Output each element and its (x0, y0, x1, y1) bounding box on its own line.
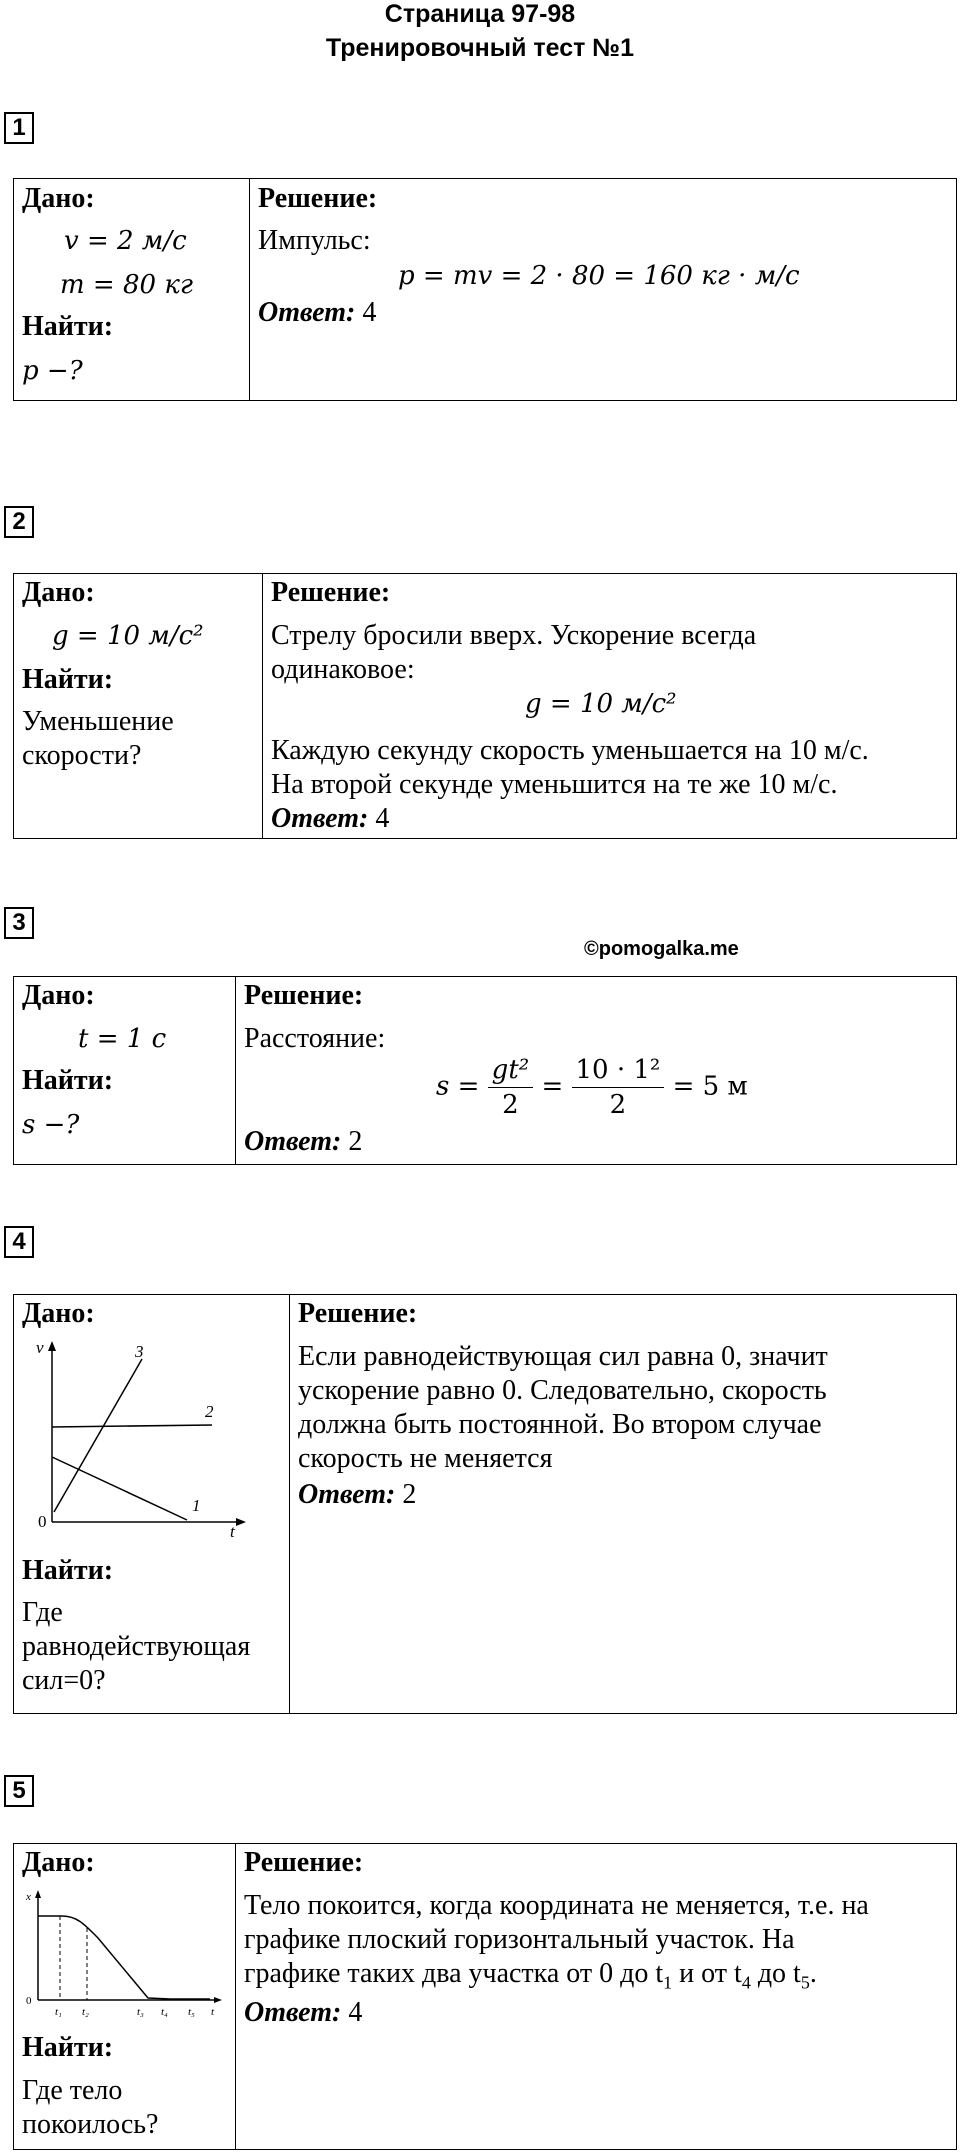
solution-line-3: Каждую секунду скорость уменьшается на 10 м/с. (271, 735, 869, 766)
line-3-label: 3 (135, 1342, 144, 1361)
task-1-given-column (14, 179, 250, 400)
solution-line-2: ускорение равно 0. Следовательно, скорость (298, 1375, 827, 1406)
find-label: Найти: (22, 311, 114, 342)
velocity-time-graph (22, 1337, 257, 1537)
answer-label: Ответ: (298, 1479, 396, 1510)
given-acceleration: g = 10 м/с² (52, 621, 204, 651)
v-axis-label: v (36, 1338, 44, 1357)
task-4-solution-column (290, 1295, 956, 1713)
t2-label: t₂ (82, 2006, 89, 2018)
answer-label: Ответ: (271, 803, 369, 834)
given-velocity: v = 2 м/с (64, 226, 187, 256)
t4-label: t₄ (161, 2006, 168, 2018)
find-label: Найти: (22, 2032, 114, 2063)
find-value: s −? (22, 1110, 80, 1140)
line-2-label: 2 (205, 1402, 214, 1421)
t-axis-label: t (211, 2006, 215, 2018)
line3-part-c: до t (750, 1958, 801, 1989)
given-label: Дано: (22, 980, 95, 1011)
line3-part-d: . (809, 1958, 817, 1989)
answer-line (258, 296, 376, 330)
answer-label: Ответ: (244, 1997, 342, 2028)
solution-text: Расстояние: (244, 1023, 386, 1054)
solution-line-2: одинаковое: (271, 654, 415, 685)
solution-line-4: На второй секунде уменьшится на те же 10 м/с. (271, 769, 838, 800)
t-axis-arrow (236, 1518, 246, 1526)
graph-line-1 (52, 1457, 187, 1520)
answer-value: 4 (375, 803, 390, 834)
solution-label: Решение: (271, 577, 391, 608)
solution-label: Решение: (244, 980, 364, 1011)
find-line-1: Где (22, 1597, 63, 1628)
task-5-given-column (14, 1844, 236, 2149)
formula-rhs: = 5 м (672, 1071, 748, 1102)
sub-1: 1 (663, 1972, 673, 1993)
find-line-1: Где тело (22, 2075, 123, 2106)
task-4-table (13, 1294, 957, 1714)
page-title: Страница 97-98 (384, 0, 576, 28)
answer-label: Ответ: (258, 297, 356, 328)
find-line-2: равнодействующая (22, 1631, 251, 1662)
task-number-3: 3 (4, 907, 34, 939)
sub-4: 4 (741, 1972, 751, 1993)
graph-line-2 (52, 1425, 212, 1427)
find-line-2: скорости? (22, 740, 142, 771)
find-value: p −? (22, 356, 83, 386)
given-label: Дано: (22, 1847, 95, 1878)
answer-line (244, 1996, 362, 2030)
task-5-table (13, 1843, 957, 2150)
origin-label: 0 (38, 1512, 47, 1531)
graph-line-3 (54, 1359, 142, 1512)
watermark: ©pomogalka.me (584, 938, 739, 960)
task-2-given-column (14, 574, 263, 838)
task-number-5: 5 (4, 1775, 34, 1807)
v-axis-arrow (48, 1341, 56, 1351)
solution-label: Решение: (258, 183, 378, 214)
task-1-table (13, 178, 957, 401)
given-label: Дано: (22, 577, 95, 608)
answer-value: 2 (402, 1479, 417, 1510)
find-line-3: сил=0? (22, 1665, 106, 1696)
origin-label: 0 (26, 1995, 32, 2007)
find-label: Найти: (22, 664, 114, 695)
solution-label: Решение: (244, 1847, 364, 1878)
line3-part-a: графике таких два участка от 0 до t (244, 1958, 664, 1989)
fraction-2 (572, 1053, 665, 1122)
task-3-table (13, 976, 957, 1165)
t3-label: t₃ (137, 2006, 144, 2018)
t-axis-arrow (214, 1997, 222, 2003)
answer-value: 4 (348, 1997, 363, 2028)
fraction-2-denominator: 2 (609, 1090, 627, 1120)
task-number-1: 1 (4, 112, 34, 144)
formula-equals: = (541, 1071, 564, 1102)
line3-part-b: и от t (672, 1958, 742, 1989)
given-label: Дано: (22, 183, 95, 214)
solution-line-1: Тело покоится, когда координата не меняется, т.е. на (244, 1890, 869, 1921)
coordinate-curve (38, 1916, 210, 1999)
answer-label: Ответ: (244, 1126, 342, 1157)
solution-line-4: скорость не меняется (298, 1443, 553, 1474)
find-line-1: Уменьшение (22, 706, 174, 737)
answer-line (271, 802, 389, 836)
given-mass: m = 80 кг (60, 270, 193, 300)
solution-line-1: Если равнодействующая сил равна 0, значит (298, 1341, 828, 1372)
task-4-given-column (14, 1295, 290, 1713)
formula-lhs: s = (436, 1071, 480, 1102)
x-axis-arrow (35, 1890, 41, 1898)
task-1-solution-column (250, 179, 956, 400)
task-2-solution-column (263, 574, 956, 838)
solution-formula (436, 1053, 748, 1122)
fraction-1 (488, 1053, 534, 1122)
fraction-1-denominator: 2 (502, 1090, 519, 1120)
t-axis-label: t (230, 1522, 235, 1537)
t1-label: t₁ (55, 2006, 62, 2018)
task-3-given-column (14, 977, 236, 1164)
find-label: Найти: (22, 1065, 114, 1096)
answer-line (298, 1478, 416, 1512)
solution-formula: g = 10 м/с² (525, 689, 677, 719)
task-number-4: 4 (4, 1226, 34, 1258)
answer-value: 2 (348, 1126, 363, 1157)
given-time: t = 1 с (78, 1024, 167, 1054)
coordinate-time-graph (20, 1888, 226, 2023)
solution-text: Импульс: (258, 225, 371, 256)
solution-line-2: графике плоский горизонтальный участок. На (244, 1924, 795, 1955)
task-3-solution-column (236, 977, 956, 1164)
solution-line-3: должна быть постоянной. Во втором случае (298, 1409, 822, 1440)
sub-5: 5 (800, 1972, 810, 1993)
x-axis-label: x (26, 1891, 31, 1903)
task-5-solution-column (236, 1844, 956, 2149)
solution-line-1: Стрелу бросили вверх. Ускорение всегда (271, 620, 757, 651)
test-title: Тренировочный тест №1 (325, 34, 635, 62)
task-number-2: 2 (4, 506, 34, 538)
solution-label: Решение: (298, 1298, 418, 1329)
find-line-2: покоилось? (22, 2109, 159, 2140)
given-label: Дано: (22, 1298, 95, 1329)
line-1-label: 1 (192, 1496, 201, 1515)
t5-label: t₅ (188, 2006, 195, 2018)
find-label: Найти: (22, 1555, 114, 1586)
solution-formula: p = mv = 2 · 80 = 160 кг · м/с (398, 261, 800, 291)
fraction-2-numerator: 10 · 1² (572, 1053, 665, 1088)
solution-line-3 (244, 1957, 817, 2000)
answer-value: 4 (362, 297, 377, 328)
fraction-1-numerator: gt² (488, 1053, 534, 1088)
task-2-table (13, 573, 957, 839)
answer-line (244, 1125, 362, 1159)
